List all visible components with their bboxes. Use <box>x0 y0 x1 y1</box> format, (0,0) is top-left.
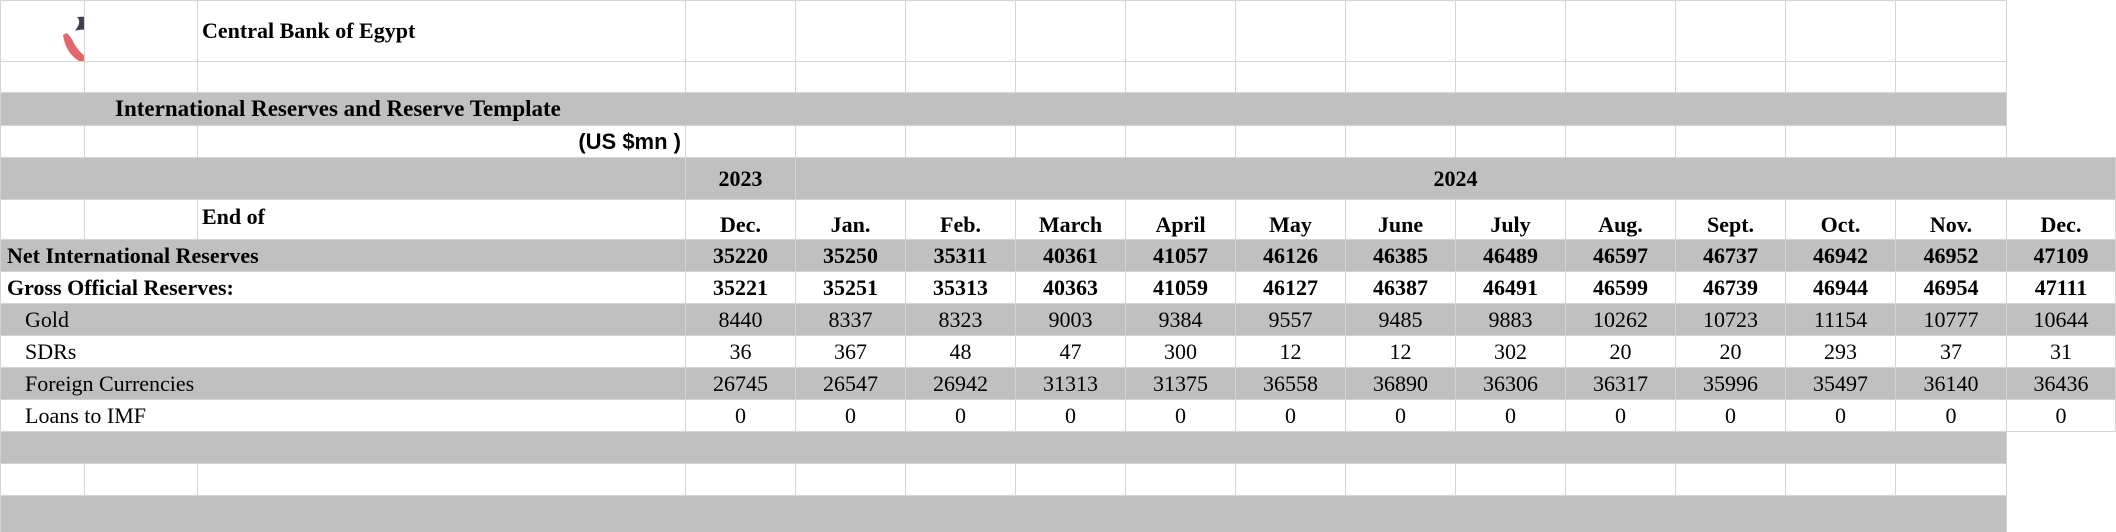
table-cell: 26547 <box>796 368 906 400</box>
table-cell: 11154 <box>1786 304 1896 336</box>
year-row <box>1 158 2116 200</box>
table-cell: 26942 <box>906 368 1016 400</box>
table-cell: 41059 <box>1126 272 1236 304</box>
table-cell: 8323 <box>906 304 1016 336</box>
table-cell: 46739 <box>1676 272 1786 304</box>
table-cell: 12 <box>1346 336 1456 368</box>
logo-cell <box>1 1 85 62</box>
table-cell: 36436 <box>2007 368 2116 400</box>
units-label: (US $mn ) <box>198 126 686 158</box>
table-cell: 36890 <box>1346 368 1456 400</box>
table-cell: 0 <box>1126 400 1236 432</box>
year-2024: 2024 <box>796 158 2116 200</box>
table-cell: 41057 <box>1126 240 1236 272</box>
table-cell: 10777 <box>1896 304 2007 336</box>
table-cell: 20 <box>1676 336 1786 368</box>
table-cell: 8440 <box>686 304 796 336</box>
table-cell: 0 <box>796 400 906 432</box>
table-cell: 302 <box>1456 336 1566 368</box>
table-cell: 8337 <box>796 304 906 336</box>
table-cell: 0 <box>1896 400 2007 432</box>
table-cell: 35220 <box>686 240 796 272</box>
table-cell: 35251 <box>796 272 906 304</box>
table-cell: 9883 <box>1456 304 1566 336</box>
month-header: June <box>1346 200 1456 240</box>
table-cell: 40361 <box>1016 240 1126 272</box>
row-label: Gross Official Reserves: <box>1 272 686 304</box>
table-cell: 300 <box>1126 336 1236 368</box>
table-cell: 37 <box>1896 336 2007 368</box>
table-cell: 36140 <box>1896 368 2007 400</box>
table-cell: 9557 <box>1236 304 1346 336</box>
table-cell: 31375 <box>1126 368 1236 400</box>
table-cell: 0 <box>2007 400 2116 432</box>
table-cell: 35996 <box>1676 368 1786 400</box>
table-cell: 35221 <box>686 272 796 304</box>
table-cell: 46127 <box>1236 272 1346 304</box>
table-cell: 0 <box>1786 400 1896 432</box>
table-cell: 46489 <box>1456 240 1566 272</box>
month-header: July <box>1456 200 1566 240</box>
table-cell: 46954 <box>1896 272 2007 304</box>
table-cell: 10262 <box>1566 304 1676 336</box>
table-cell: 36317 <box>1566 368 1676 400</box>
row-label: Loans to IMF <box>1 400 686 432</box>
end-of-label: End of <box>198 200 686 240</box>
table-cell: 0 <box>1016 400 1126 432</box>
row-label: SDRs <box>1 336 686 368</box>
table-cell: 46597 <box>1566 240 1676 272</box>
blank-row <box>1 432 2116 464</box>
table-row <box>1 368 2116 400</box>
blank-row <box>1 496 2116 532</box>
month-header: March <box>1016 200 1126 240</box>
table-row <box>1 400 2116 432</box>
row-label: Net International Reserves <box>1 240 686 272</box>
table-row <box>1 304 2116 336</box>
table-cell: 46387 <box>1346 272 1456 304</box>
table-cell: 40363 <box>1016 272 1126 304</box>
table-cell: 46944 <box>1786 272 1896 304</box>
month-header: Sept. <box>1676 200 1786 240</box>
table-cell: 0 <box>1566 400 1676 432</box>
table-row <box>1 272 2116 304</box>
table-row <box>1 336 2116 368</box>
table-subtitle: International Reserves and Reserve Template <box>115 96 561 121</box>
table-cell: 9003 <box>1016 304 1126 336</box>
table-cell: 48 <box>906 336 1016 368</box>
month-header: May <box>1236 200 1346 240</box>
table-cell: 0 <box>686 400 796 432</box>
table-cell: 36 <box>686 336 796 368</box>
row-label: Gold <box>1 304 686 336</box>
table-cell: 9384 <box>1126 304 1236 336</box>
table-cell: 0 <box>1676 400 1786 432</box>
table-cell: 367 <box>796 336 906 368</box>
table-cell: 35497 <box>1786 368 1896 400</box>
table-cell: 47111 <box>2007 272 2116 304</box>
table-cell: 0 <box>1456 400 1566 432</box>
table-cell: 0 <box>1346 400 1456 432</box>
table-cell: 46737 <box>1676 240 1786 272</box>
table-cell: 46599 <box>1566 272 1676 304</box>
month-header: Nov. <box>1896 200 2007 240</box>
table-cell: 26745 <box>686 368 796 400</box>
table-cell: 46942 <box>1786 240 1896 272</box>
table-cell: 10644 <box>2007 304 2116 336</box>
table-cell: 35311 <box>906 240 1016 272</box>
table-cell: 9485 <box>1346 304 1456 336</box>
row-label: Foreign Currencies <box>1 368 686 400</box>
table-cell: 46952 <box>1896 240 2007 272</box>
month-header: Feb. <box>906 200 1016 240</box>
units-row <box>1 126 2116 158</box>
month-header-row <box>1 200 2116 240</box>
month-header: April <box>1126 200 1236 240</box>
blank-row <box>1 464 2116 496</box>
month-header: Dec. <box>686 200 796 240</box>
data-rows <box>1 240 2116 432</box>
table-cell: 36306 <box>1456 368 1566 400</box>
table-cell: 0 <box>1236 400 1346 432</box>
table-cell: 293 <box>1786 336 1896 368</box>
month-header: Jan. <box>796 200 906 240</box>
cbe-logo-icon <box>59 15 85 62</box>
month-header: Dec. <box>2007 200 2116 240</box>
table-cell: 46126 <box>1236 240 1346 272</box>
table-cell: 12 <box>1236 336 1346 368</box>
month-header: Aug. <box>1566 200 1676 240</box>
table-cell: 35250 <box>796 240 906 272</box>
title-row <box>1 1 2116 62</box>
table-cell: 47 <box>1016 336 1126 368</box>
table-cell: 0 <box>906 400 1016 432</box>
page-title: Central Bank of Egypt <box>198 1 686 62</box>
blank-row <box>1 62 2116 93</box>
table-cell: 35313 <box>906 272 1016 304</box>
table-cell: 36558 <box>1236 368 1346 400</box>
table-row <box>1 240 2116 272</box>
table-cell: 31 <box>2007 336 2116 368</box>
table-cell: 46491 <box>1456 272 1566 304</box>
subtitle-row <box>1 93 2116 126</box>
table-cell: 46385 <box>1346 240 1456 272</box>
table-cell: 47109 <box>2007 240 2116 272</box>
table-cell: 31313 <box>1016 368 1126 400</box>
table-cell: 10723 <box>1676 304 1786 336</box>
month-header: Oct. <box>1786 200 1896 240</box>
year-2023: 2023 <box>686 158 796 200</box>
table-cell: 20 <box>1566 336 1676 368</box>
